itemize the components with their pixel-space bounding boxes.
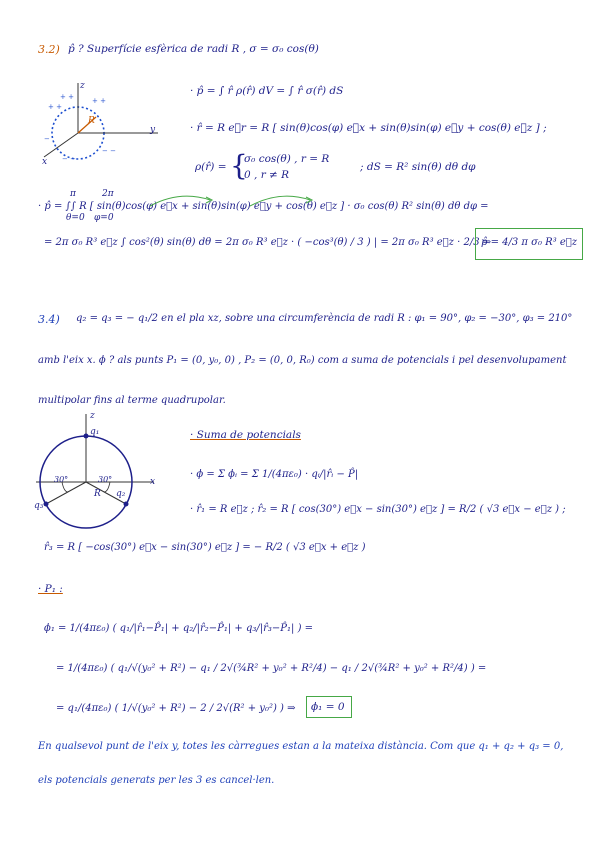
problem-statement-line2: amb l'eix x. ϕ ? als punts P₁ = (0, y₀, 0) , P₂ = (0, 0, R₀) com a suma de potencials i pel desenvolupament	[38, 355, 567, 366]
lower-limit-phi: φ=0	[94, 213, 114, 223]
point-p1-heading: · P₁ :	[38, 583, 63, 595]
axis-z-label: z	[90, 411, 95, 421]
charge-q1-label: q₁	[90, 427, 100, 437]
svg-text:− −: − −	[62, 155, 76, 163]
lower-limit-theta: θ=0	[66, 213, 85, 223]
eq-dipole-definition: · p̂ = ∫ r̂ ρ(r̂) dV = ∫ r̂ σ(r̂) dS	[190, 85, 344, 97]
angle-label-right: 30°	[98, 475, 113, 484]
eq-charge-positions: · r̂₁ = R e⃗z ; r̂₂ = R [ cos(30°) e⃗x − sin(30°) e⃗z ] = R/2 ( √3 e⃗x − e⃗z ) ;	[190, 504, 566, 515]
svg-text:+ +: + +	[92, 97, 106, 105]
radius-label: R	[88, 116, 95, 126]
axis-x-label: x	[42, 157, 48, 167]
eq-charge-position-3: r̂₃ = R [ −cos(30°) e⃗x − sin(30°) e⃗z ] = − R/2 ( √3 e⃗x + e⃗z )	[44, 542, 366, 553]
eq-phi1-substituted: = 1/(4πε₀) ( q₁/√(y₀² + R²) − q₁ / 2√(¾R² + y₀² + R²/4) − q₁ / 2√(¾R² + y₀² + R²/4) ) =	[56, 663, 487, 674]
problem-number: 3.4)	[38, 313, 60, 326]
eq-phi1-sum: ϕ₁ = 1/(4πε₀) ( q₁/|r̂₁−P̂₁| + q₂/|r̂₂−P̂₁| + q₃/|r̂₃−P̂₁| ) =	[44, 623, 314, 634]
problem-statement: p̂ ? Superfície esfèrica de radi R , σ = σ₀ cos(θ)	[68, 43, 319, 55]
upper-limit-theta: π	[70, 189, 76, 199]
conclusion-line1: En qualsevol punt de l'eix y, totes les càrregues estan a la mateixa distància. Com que q₁ + q₂ + q₃ = 0,	[38, 741, 564, 752]
result-dipole-moment: p̂ = 4/3 π σ₀ R³ e⃗z	[481, 237, 578, 248]
eq-potential-sum: · ϕ = Σ ϕᵢ = Σ 1/(4πε₀) · qᵢ/|r̂ᵢ − P̂|	[190, 469, 359, 480]
conclusion-line2: els potencials generats per les 3 es cancel·len.	[38, 775, 275, 786]
problem-number: 3.2)	[38, 43, 60, 56]
charge-q3-label: q₃	[34, 501, 44, 511]
rho-case-surface: σ₀ cos(θ) , r = R	[244, 153, 330, 165]
problem-statement-line3: multipolar fins al terme quadrupolar.	[38, 395, 226, 406]
eq-position-vector: · r̂ = R e⃗r = R [ sin(θ)cos(φ) e⃗x + sin(θ)sin(φ) e⃗y + cos(θ) e⃗z ] ;	[190, 122, 547, 134]
axis-y-label: y	[150, 125, 156, 135]
problem-statement-line1: q₂ = q₃ = − q₁/2 en el pla xz, sobre una circumferència de radi R : φ₁ = 90°, φ₂ = −30°, φ₃ = 210°	[76, 313, 573, 324]
section-heading-potential-sum: · Suma de potencials	[190, 429, 301, 441]
axis-x-label: x	[150, 477, 156, 487]
upper-limit-phi: 2π	[102, 189, 114, 199]
svg-text:− −: − −	[102, 147, 116, 155]
piecewise-brace: {	[230, 149, 248, 182]
svg-text:+ +: + +	[60, 93, 74, 101]
angle-label-left: 30°	[54, 475, 69, 484]
svg-text:+ +: + +	[48, 103, 62, 111]
eq-dipole-integral: · p̂ = ∫∫ R [ sin(θ)cos(φ) e⃗x + sin(θ)sin(φ) e⃗y + cos(θ) e⃗z ] · σ₀ cos(θ) R² sin(θ) dθ dφ =	[38, 201, 489, 212]
phi1-result: ϕ₁ = 0	[311, 701, 345, 713]
eq-surface-element: ; dS = R² sin(θ) dθ dφ	[360, 161, 476, 173]
eq-integral-evaluation: = 2π σ₀ R³ e⃗z ∫ cos²(θ) sin(θ) dθ = 2π σ₀ R³ e⃗z · ( −cos³(θ) / 3 ) | = 2π σ₀ R³ e⃗z · 2/3 ⇒	[44, 237, 492, 248]
cancellation-marks	[140, 188, 350, 216]
radius-label: R	[94, 489, 101, 499]
svg-text:−: −	[44, 135, 50, 143]
eq-phi1-simplified: = q₁/(4πε₀) ( 1/√(y₀² + R²) − 2 / 2√(R² + y₀²) ) ⇒	[56, 703, 296, 714]
rho-case-elsewhere: 0 , r ≠ R	[244, 169, 290, 181]
axis-z-label: z	[80, 81, 85, 91]
eq-rho-label: ρ(r̂) =	[195, 161, 227, 173]
charge-q2-label: q₂	[116, 489, 126, 499]
